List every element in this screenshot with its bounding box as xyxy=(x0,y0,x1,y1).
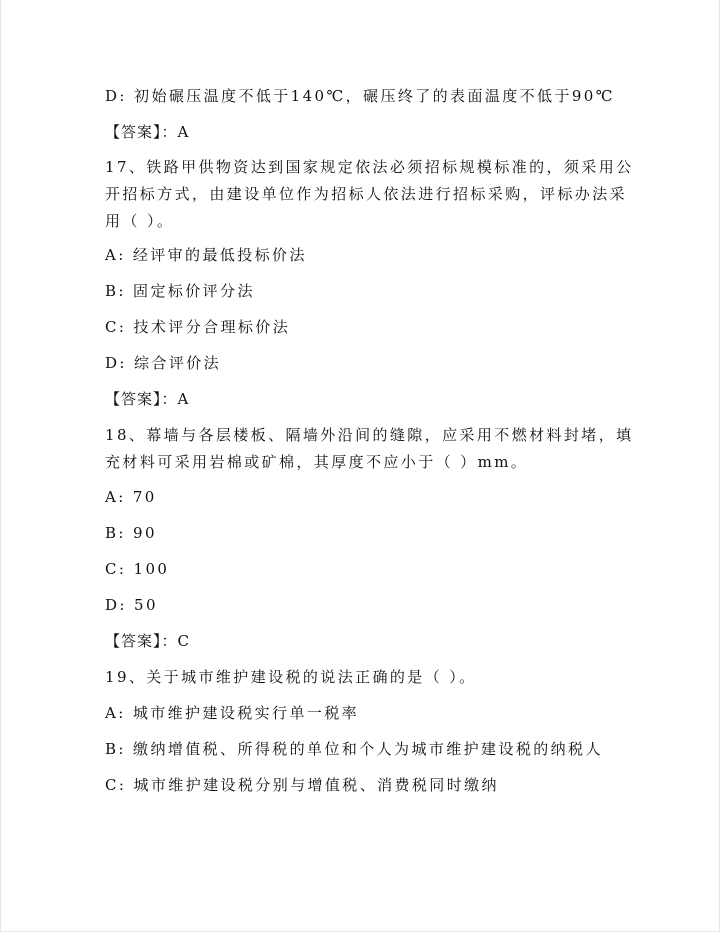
question-19-stem-line-1: 19、关于城市维护建设税的说法正确的是（ ）。 xyxy=(105,668,477,686)
answer-q16: 【答案】：A xyxy=(105,123,190,141)
option-a-q18: A: 70 xyxy=(105,488,157,506)
option-c-q17: C: 技术评分合理标价法 xyxy=(105,318,291,336)
question-17-stem-line-2: 开招标方式，由建设单位作为招标人依法进行招标采购，评标办法采 xyxy=(105,185,628,203)
question-17-stem-line-1: 17、铁路甲供物资达到国家规定依法必须招标规模标准的，须采用公 xyxy=(105,158,634,176)
option-d-q17: D: 综合评价法 xyxy=(105,354,222,372)
option-a-q17: A: 经评审的最低投标价法 xyxy=(105,246,307,264)
option-d-q16: D: 初始碾压温度不低于140℃，碾压终了的表面温度不低于90℃ xyxy=(105,87,615,105)
option-d-q18: D: 50 xyxy=(105,596,158,614)
option-c-q19: C: 城市维护建设税分别与增值税、消费税同时缴纳 xyxy=(105,776,499,794)
option-b-q19: B: 缴纳增值税、所得税的单位和个人为城市维护建设税的纳税人 xyxy=(105,740,603,758)
question-17-stem-line-3: 用（ ）。 xyxy=(105,212,175,230)
option-b-q17: B: 固定标价评分法 xyxy=(105,282,255,300)
option-c-q18: C: 100 xyxy=(105,560,170,578)
option-b-q18: B: 90 xyxy=(105,524,157,542)
question-18-stem-line-1: 18、幕墙与各层楼板、隔墙外沿间的缝隙，应采用不燃材料封堵，填 xyxy=(105,426,634,444)
question-18-stem-line-2: 充材料可采用岩棉或矿棉，其厚度不应小于（ ）mm。 xyxy=(105,453,529,471)
answer-q17: 【答案】：A xyxy=(105,390,190,408)
option-a-q19: A: 城市维护建设税实行单一税率 xyxy=(105,704,360,722)
answer-q18: 【答案】：C xyxy=(105,632,190,650)
